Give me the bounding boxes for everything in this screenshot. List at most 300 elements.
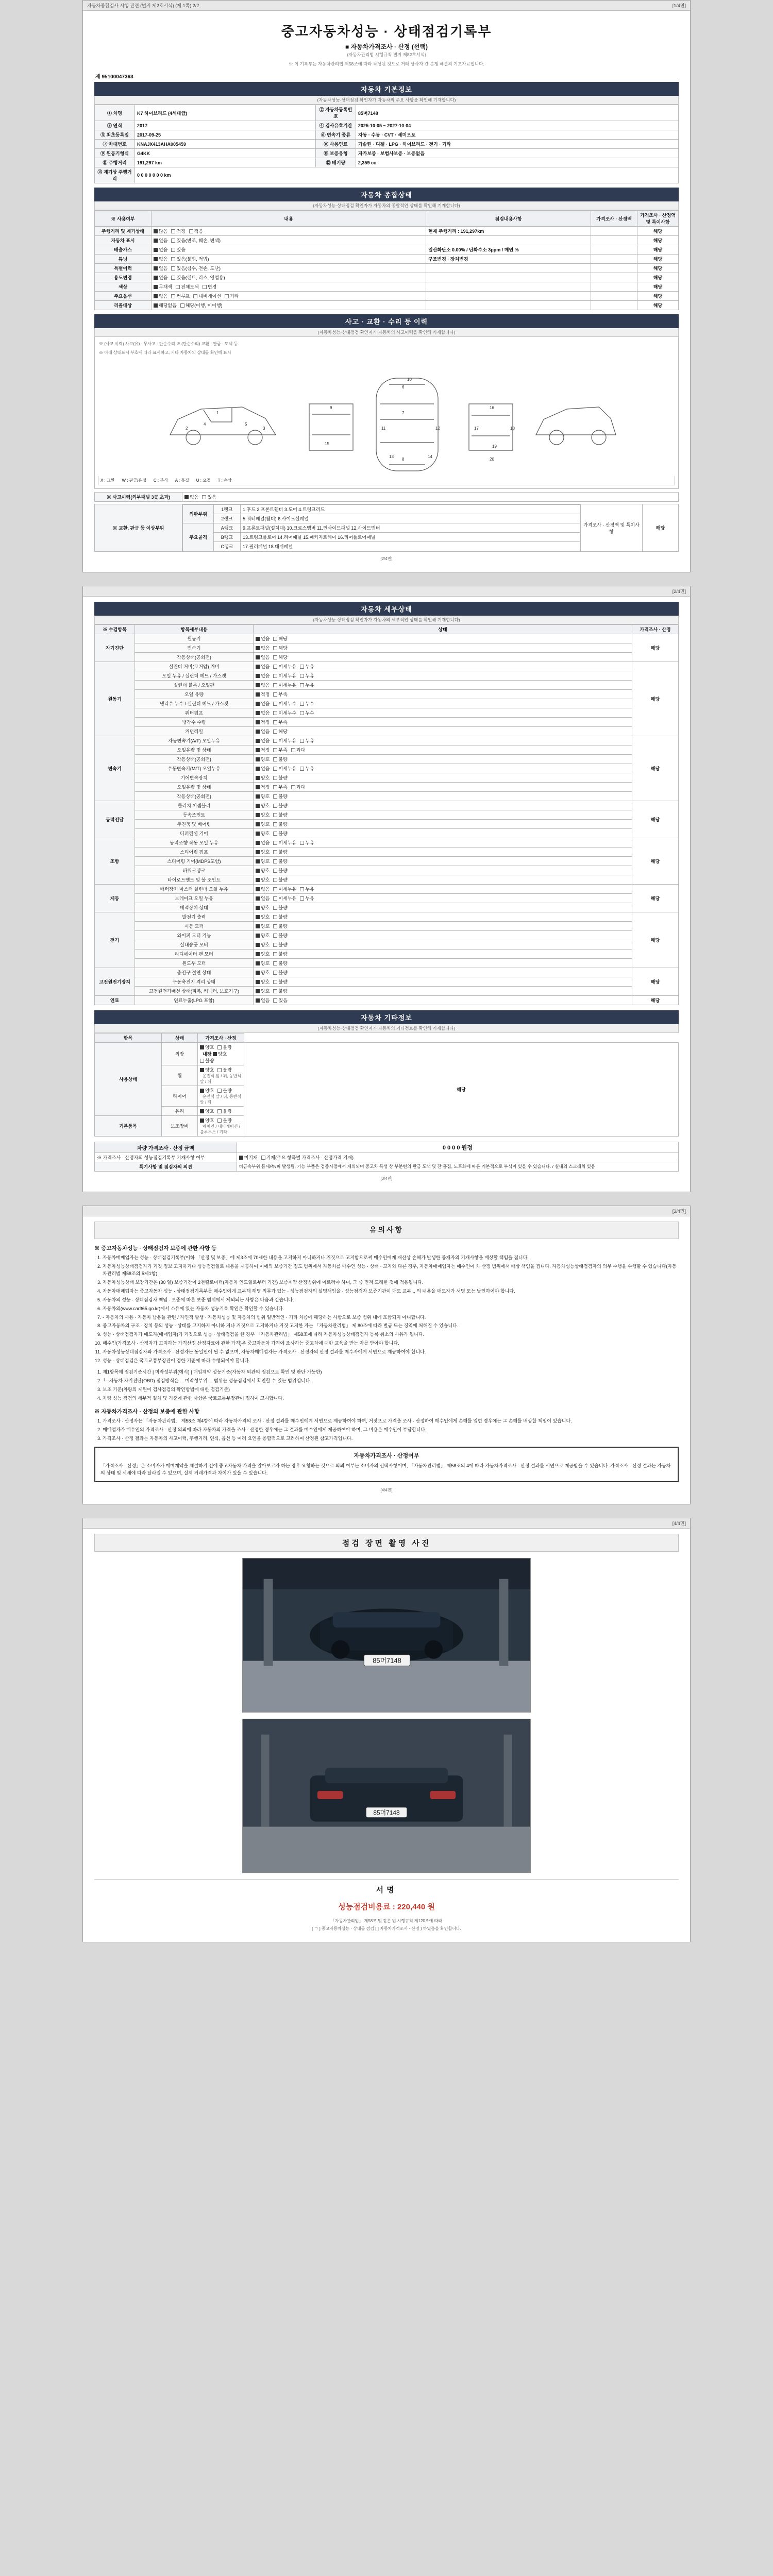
checkbox-icon[interactable] [154,239,158,243]
checkbox-icon[interactable] [256,989,260,993]
checkbox-icon[interactable] [300,739,304,743]
checkbox-icon[interactable] [256,915,260,919]
checkbox-icon[interactable] [256,785,260,789]
checkbox-icon[interactable] [256,971,260,975]
checkbox-option[interactable]: 양호 [256,978,270,985]
checkbox-icon[interactable] [256,869,260,873]
checkbox-icon[interactable] [176,285,180,289]
checkbox-option[interactable]: 없음 [256,709,270,716]
checkbox-option[interactable]: 누유 [300,672,314,679]
checkbox-option[interactable]: 불량 [273,876,287,883]
checkbox-icon[interactable] [273,896,277,901]
checkbox-icon[interactable] [256,767,260,771]
checkbox-icon[interactable] [273,785,277,789]
detail-options[interactable] [254,801,632,810]
checkbox-icon[interactable] [273,692,277,697]
checkbox-option[interactable]: 있음 [202,494,216,500]
checkbox-option[interactable]: 있음(렌트, 리스, 영업용) [171,274,225,281]
checkbox-option[interactable]: 적정 [256,691,270,698]
checkbox-option[interactable]: 없음 [256,886,270,892]
checkbox-option[interactable]: 불량 [200,1057,214,1064]
checkbox-icon[interactable] [256,739,260,743]
checkbox-option[interactable]: 양호 [200,1044,214,1050]
checkbox-option[interactable]: 누수 [300,709,314,716]
detail-options[interactable] [254,912,632,922]
overall-options[interactable] [152,245,426,255]
checkbox-icon[interactable] [273,748,277,752]
checkbox-icon[interactable] [154,229,158,233]
detail-options[interactable] [254,875,632,885]
checkbox-icon[interactable] [256,980,260,984]
checkbox-option[interactable]: 양호 [256,802,270,809]
checkbox-icon[interactable] [256,748,260,752]
checkbox-icon[interactable] [273,924,277,928]
checkbox-option[interactable]: 미기재 [239,1154,258,1161]
checkbox-icon[interactable] [171,248,175,252]
checkbox-icon[interactable] [256,711,260,715]
checkbox-icon[interactable] [273,906,277,910]
checkbox-option[interactable]: 과다 [291,784,305,790]
checkbox-icon[interactable] [273,841,277,845]
detail-options[interactable] [254,755,632,764]
checkbox-icon[interactable] [239,1156,243,1160]
checkbox-icon[interactable] [217,1089,222,1093]
checkbox-option[interactable]: 적음 [189,228,203,234]
detail-options[interactable] [254,792,632,801]
checkbox-option[interactable]: 무채색 [154,283,172,290]
detail-options[interactable] [254,968,632,977]
detail-options[interactable] [254,708,632,718]
checkbox-option[interactable]: 해당 [273,635,287,642]
checkbox-option[interactable]: 불량 [217,1117,231,1124]
checkbox-icon[interactable] [273,887,277,891]
other-options[interactable] [198,1043,244,1065]
checkbox-option[interactable]: 없음 [256,682,270,688]
detail-options[interactable] [254,671,632,681]
checkbox-option[interactable]: 없음 [154,293,167,299]
checkbox-option[interactable]: 양호 [213,1050,227,1057]
checkbox-option[interactable]: 양호 [256,988,270,994]
checkbox-icon[interactable] [256,952,260,956]
checkbox-icon[interactable] [217,1045,222,1049]
checkbox-option[interactable]: 누유 [300,682,314,688]
checkbox-option[interactable]: 양호 [256,867,270,874]
checkbox-option[interactable]: 불량 [273,913,287,920]
checkbox-icon[interactable] [171,257,175,261]
checkbox-icon[interactable] [300,683,304,687]
checkbox-icon[interactable] [256,896,260,901]
checkbox-icon[interactable] [171,229,175,233]
checkbox-icon[interactable] [256,702,260,706]
checkbox-option[interactable]: 있음(변조, 훼손, 변색) [171,237,221,244]
checkbox-option[interactable]: 양호 [256,960,270,967]
detail-options[interactable] [254,885,632,894]
checkbox-option[interactable]: 적정 [256,747,270,753]
checkbox-icon[interactable] [171,266,175,270]
checkbox-icon[interactable] [256,832,260,836]
checkbox-option[interactable]: 불량 [273,978,287,985]
checkbox-icon[interactable] [273,767,277,771]
detail-options[interactable] [254,783,632,792]
checkbox-option[interactable]: 양호 [256,830,270,837]
checkbox-icon[interactable] [217,1068,222,1072]
checkbox-icon[interactable] [273,804,277,808]
checkbox-icon[interactable] [256,692,260,697]
checkbox-option[interactable]: 미세누유 [273,765,296,772]
checkbox-icon[interactable] [154,303,158,308]
checkbox-option[interactable]: 양호 [256,913,270,920]
detail-options[interactable] [254,810,632,820]
checkbox-icon[interactable] [200,1059,204,1063]
checkbox-icon[interactable] [200,1068,204,1072]
checkbox-icon[interactable] [213,1052,217,1056]
checkbox-icon[interactable] [273,934,277,938]
checkbox-icon[interactable] [273,720,277,724]
overall-options[interactable] [152,292,426,301]
checkbox-option[interactable]: 없음 [256,997,270,1004]
checkbox-icon[interactable] [273,869,277,873]
detail-options[interactable] [254,977,632,987]
checkbox-option[interactable]: 불량 [273,858,287,865]
checkbox-icon[interactable] [273,730,277,734]
detail-options[interactable] [254,959,632,968]
checkbox-icon[interactable] [256,998,260,1003]
checkbox-option[interactable]: 없음 [256,663,270,670]
frame-options[interactable] [182,493,679,502]
checkbox-option[interactable]: 없음 [256,700,270,707]
checkbox-option[interactable]: 없음 [154,246,167,253]
checkbox-icon[interactable] [256,878,260,882]
checkbox-icon[interactable] [184,495,189,499]
checkbox-option[interactable]: 양호 [200,1108,214,1114]
checkbox-option[interactable]: 누유 [300,737,314,744]
checkbox-icon[interactable] [200,1109,204,1113]
checkbox-option[interactable]: 변경 [203,283,216,290]
checkbox-option[interactable]: 썬루프 [171,293,190,299]
checkbox-icon[interactable] [217,1118,222,1123]
detail-options[interactable] [254,996,632,1005]
checkbox-option[interactable]: 양호 [256,941,270,948]
checkbox-option[interactable]: 없음 [256,839,270,846]
detail-options[interactable] [254,764,632,773]
checkbox-icon[interactable] [256,646,260,650]
checkbox-icon[interactable] [273,850,277,854]
checkbox-icon[interactable] [202,495,206,499]
checkbox-icon[interactable] [273,971,277,975]
checkbox-icon[interactable] [256,841,260,845]
checkbox-icon[interactable] [256,804,260,808]
checkbox-option[interactable]: 적정 [256,784,270,790]
overall-options[interactable] [152,301,426,310]
checkbox-icon[interactable] [154,266,158,270]
other-options[interactable] [198,1086,244,1107]
checkbox-icon[interactable] [291,785,295,789]
checkbox-option[interactable]: 양호 [200,1066,214,1073]
checkbox-option[interactable]: 부족 [273,719,287,725]
checkbox-option[interactable]: 부족 [273,784,287,790]
checkbox-icon[interactable] [256,794,260,799]
checkbox-option[interactable]: 불량 [273,830,287,837]
detail-options[interactable] [254,987,632,996]
checkbox-option[interactable]: 불량 [273,923,287,929]
checkbox-icon[interactable] [291,748,295,752]
checkbox-option[interactable]: 미세누유 [273,886,296,892]
checkbox-option[interactable]: 적정 [256,719,270,725]
checkbox-option[interactable]: 없음 [256,737,270,744]
checkbox-option[interactable]: 미세누유 [273,839,296,846]
checkbox-icon[interactable] [273,878,277,882]
checkbox-icon[interactable] [154,294,158,298]
checkbox-icon[interactable] [273,637,277,641]
checkbox-option[interactable]: 없음 [154,274,167,281]
checkbox-icon[interactable] [261,1156,265,1160]
checkbox-icon[interactable] [203,285,207,289]
overall-options[interactable] [152,236,426,245]
checkbox-option[interactable]: 있음(불법, 적법) [171,256,209,262]
overall-options[interactable] [152,227,426,236]
checkbox-option[interactable]: 없음 [154,265,167,272]
checkbox-option[interactable]: 불량 [273,904,287,911]
checkbox-icon[interactable] [256,665,260,669]
checkbox-option[interactable]: 불량 [273,941,287,948]
checkbox-option[interactable]: 누유 [300,663,314,670]
checkbox-icon[interactable] [256,720,260,724]
other-options[interactable] [198,1065,244,1086]
checkbox-option[interactable]: 양호 [256,811,270,818]
checkbox-option[interactable]: 전체도색 [176,283,199,290]
checkbox-option[interactable]: 불량 [273,932,287,939]
checkbox-option[interactable]: 양호 [256,849,270,855]
checkbox-option[interactable]: 없음 [256,654,270,660]
checkbox-option[interactable]: 양호 [256,932,270,939]
checkbox-icon[interactable] [273,915,277,919]
detail-options[interactable] [254,950,632,959]
checkbox-option[interactable]: 없음 [154,237,167,244]
checkbox-icon[interactable] [300,896,304,901]
checkbox-icon[interactable] [273,832,277,836]
checkbox-option[interactable]: 양호 [256,858,270,865]
checkbox-option[interactable]: 양호 [256,756,270,762]
checkbox-option[interactable]: 누수 [300,700,314,707]
checkbox-option[interactable]: 없음 [154,256,167,262]
checkbox-option[interactable]: 불량 [273,774,287,781]
checkbox-icon[interactable] [154,257,158,261]
detail-options[interactable] [254,848,632,857]
checkbox-option[interactable]: 불량 [217,1108,231,1114]
checkbox-option[interactable]: 해당 [273,654,287,660]
checkbox-option[interactable]: 없음 [256,645,270,651]
checkbox-icon[interactable] [256,822,260,826]
checkbox-option[interactable]: 양호 [256,793,270,800]
checkbox-option[interactable]: 불량 [217,1087,231,1094]
checkbox-option[interactable]: 양호 [256,951,270,957]
checkbox-option[interactable]: 양호 [256,821,270,827]
checkbox-icon[interactable] [273,961,277,965]
checkbox-icon[interactable] [273,739,277,743]
checkbox-icon[interactable] [200,1089,204,1093]
checkbox-icon[interactable] [180,303,184,308]
checkbox-option[interactable]: 미세누유 [273,663,296,670]
checkbox-option[interactable]: 양호 [256,904,270,911]
other-options[interactable] [198,1107,244,1116]
checkbox-option[interactable]: 양호 [256,969,270,976]
checkbox-icon[interactable] [273,646,277,650]
checkbox-option[interactable]: 불량 [273,988,287,994]
checkbox-icon[interactable] [300,674,304,678]
checkbox-icon[interactable] [273,757,277,761]
checkbox-option[interactable]: 미세누유 [273,737,296,744]
checkbox-icon[interactable] [256,813,260,817]
checkbox-icon[interactable] [256,850,260,854]
other-options[interactable] [198,1116,244,1137]
detail-options[interactable] [254,643,632,653]
checkbox-option[interactable]: 양호 [200,1087,214,1094]
checkbox-icon[interactable] [171,276,175,280]
checkbox-option[interactable]: 불량 [273,802,287,809]
checkbox-option[interactable]: 미세누유 [273,682,296,688]
checkbox-option[interactable]: 양호 [256,774,270,781]
checkbox-icon[interactable] [300,841,304,845]
checkbox-icon[interactable] [273,711,277,715]
checkbox-icon[interactable] [256,924,260,928]
checkbox-option[interactable]: 불량 [217,1044,231,1050]
checkbox-option[interactable]: 누유 [300,886,314,892]
checkbox-option[interactable]: 없음 [256,728,270,735]
detail-options[interactable] [254,681,632,690]
checkbox-option[interactable]: 누유 [300,839,314,846]
checkbox-icon[interactable] [273,813,277,817]
detail-options[interactable] [254,699,632,708]
checkbox-icon[interactable] [154,248,158,252]
checkbox-icon[interactable] [256,887,260,891]
checkbox-icon[interactable] [256,655,260,659]
price-options[interactable] [237,1153,678,1162]
checkbox-option[interactable]: 불량 [273,849,287,855]
checkbox-option[interactable]: 불량 [273,969,287,976]
checkbox-icon[interactable] [256,683,260,687]
checkbox-option[interactable]: 미세누유 [273,895,296,902]
checkbox-icon[interactable] [300,702,304,706]
detail-options[interactable] [254,634,632,643]
detail-options[interactable] [254,820,632,829]
detail-options[interactable] [254,838,632,848]
overall-options[interactable] [152,273,426,282]
checkbox-icon[interactable] [273,822,277,826]
checkbox-icon[interactable] [171,294,175,298]
detail-options[interactable] [254,931,632,940]
checkbox-option[interactable]: 적정 [171,228,185,234]
detail-options[interactable] [254,857,632,866]
checkbox-option[interactable]: 누유 [300,895,314,902]
checkbox-option[interactable]: 해당없음 [154,302,177,309]
detail-options[interactable] [254,662,632,671]
checkbox-icon[interactable] [273,859,277,863]
detail-options[interactable] [254,773,632,783]
checkbox-icon[interactable] [300,711,304,715]
detail-options[interactable] [254,829,632,838]
checkbox-icon[interactable] [273,794,277,799]
detail-options[interactable] [254,866,632,875]
checkbox-option[interactable]: 기타 [225,293,239,299]
checkbox-icon[interactable] [273,674,277,678]
detail-options[interactable] [254,940,632,950]
checkbox-icon[interactable] [154,276,158,280]
checkbox-icon[interactable] [300,665,304,669]
checkbox-option[interactable]: 내비게이션 [193,293,221,299]
checkbox-option[interactable]: 누유 [300,765,314,772]
detail-options[interactable] [254,922,632,931]
checkbox-option[interactable]: 불량 [273,821,287,827]
checkbox-icon[interactable] [217,1109,222,1113]
checkbox-option[interactable]: 불량 [273,793,287,800]
checkbox-option[interactable]: 해당 [273,645,287,651]
checkbox-option[interactable]: 해당(이행, 미이행) [180,302,223,309]
checkbox-option[interactable]: 불량 [273,756,287,762]
detail-options[interactable] [254,903,632,912]
checkbox-option[interactable]: 있음 [171,246,185,253]
checkbox-option[interactable]: 미세누수 [273,700,296,707]
checkbox-option[interactable]: 부족 [273,747,287,753]
checkbox-icon[interactable] [200,1045,204,1049]
checkbox-icon[interactable] [300,887,304,891]
checkbox-icon[interactable] [256,757,260,761]
checkbox-option[interactable]: 불량 [273,951,287,957]
checkbox-icon[interactable] [256,730,260,734]
checkbox-icon[interactable] [256,859,260,863]
checkbox-icon[interactable] [300,767,304,771]
checkbox-option[interactable]: 해당 [273,728,287,735]
checkbox-icon[interactable] [256,934,260,938]
detail-options[interactable] [254,736,632,745]
checkbox-option[interactable]: 미세누수 [273,709,296,716]
checkbox-option[interactable]: 없음 [256,635,270,642]
checkbox-icon[interactable] [273,665,277,669]
detail-options[interactable] [254,653,632,662]
checkbox-option[interactable]: 있음 [273,997,287,1004]
checkbox-option[interactable]: 불량 [273,960,287,967]
checkbox-icon[interactable] [256,776,260,780]
checkbox-icon[interactable] [273,683,277,687]
checkbox-icon[interactable] [256,674,260,678]
checkbox-icon[interactable] [273,989,277,993]
overall-options[interactable] [152,255,426,264]
checkbox-option[interactable]: 과다 [291,747,305,753]
checkbox-icon[interactable] [256,637,260,641]
checkbox-icon[interactable] [273,655,277,659]
checkbox-option[interactable]: 부족 [273,691,287,698]
detail-options[interactable] [254,690,632,699]
checkbox-option[interactable]: 기재(주요 항목별 가격조사 · 산정가격 기재) [261,1154,354,1161]
checkbox-icon[interactable] [171,239,175,243]
checkbox-icon[interactable] [193,294,197,298]
checkbox-option[interactable]: 미세누유 [273,672,296,679]
checkbox-icon[interactable] [256,906,260,910]
detail-options[interactable] [254,718,632,727]
checkbox-option[interactable]: 불량 [273,811,287,818]
detail-options[interactable] [254,727,632,736]
checkbox-icon[interactable] [273,952,277,956]
checkbox-option[interactable]: 없음 [256,895,270,902]
checkbox-icon[interactable] [273,702,277,706]
checkbox-option[interactable]: 양호 [256,876,270,883]
checkbox-icon[interactable] [273,998,277,1003]
checkbox-option[interactable]: 많음 [154,228,167,234]
checkbox-icon[interactable] [154,285,158,289]
checkbox-icon[interactable] [273,943,277,947]
checkbox-icon[interactable] [225,294,229,298]
checkbox-icon[interactable] [200,1118,204,1123]
checkbox-icon[interactable] [273,776,277,780]
